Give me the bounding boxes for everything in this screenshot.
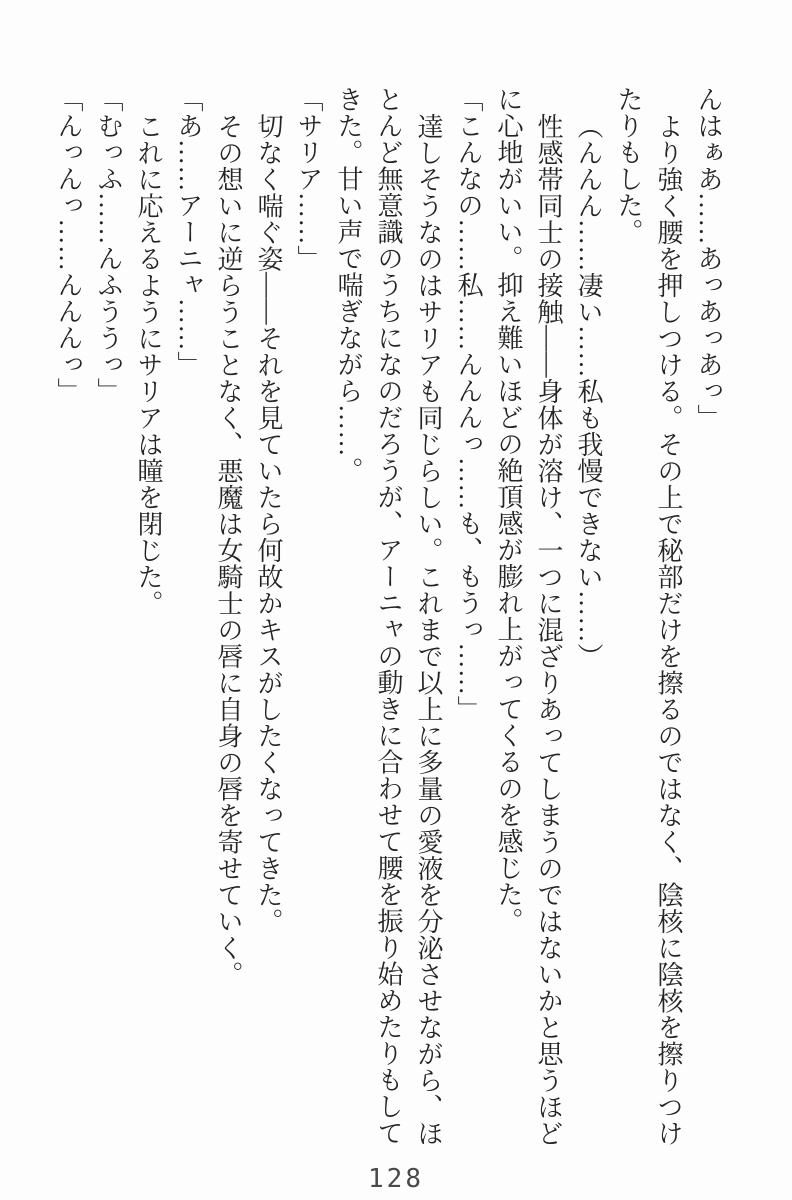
text-line: これに応えるようにサリアは瞳を閉じた。 [134,113,163,617]
text-line: 「こんなの……私……んんんっ……も、もうっ……」 [454,86,483,722]
text-line: 「あ……アーニャ……」 [174,86,203,378]
text-block [48,86,728,1156]
text-line: 達しそうなのはサリアも同じらしい。これまで以上に多量の愛液を分泌させながら、ほ [414,113,443,1147]
text-line: たりもした。 [614,86,643,245]
text-line: 性感帯同士の接触――身体が溶け、一つに混ざりあってしまうのではないかと思うほど [534,113,563,1147]
text-line: その想いに逆らうことなく、悪魔は女騎士の唇に自身の唇を寄せていく。 [214,113,243,988]
text-line: に心地がいい。抑え難いほどの絶頂感が膨れ上がってくるのを感じた。 [494,86,523,934]
text-line: 「むっふ……んふううっ」 [94,86,123,404]
text-line: 「んっんっ……んんんっ」 [54,86,83,404]
text-line: より強く腰を押しつける。その上で秘部だけを擦るのではなく、陰核に陰核を擦りつけ [654,113,683,1147]
text-line: んはぁあ……あっあっあっ」 [694,86,723,431]
text-line: きた。甘い声で喘ぎながら……。 [334,86,363,484]
text-line: 切なく喘ぐ姿――それを見ていたら何故かキスがしたくなってきた。 [254,113,283,935]
text-line: とんど無意識のうちになのだろうが、アーニャの動きに合わせて腰を振り始めたりもして [374,86,403,1146]
text-line: （んんん……凄い……私も我慢できない……） [574,113,603,670]
page-number: 128 [368,1164,424,1194]
text-line: 「サリア……」 [294,86,323,272]
